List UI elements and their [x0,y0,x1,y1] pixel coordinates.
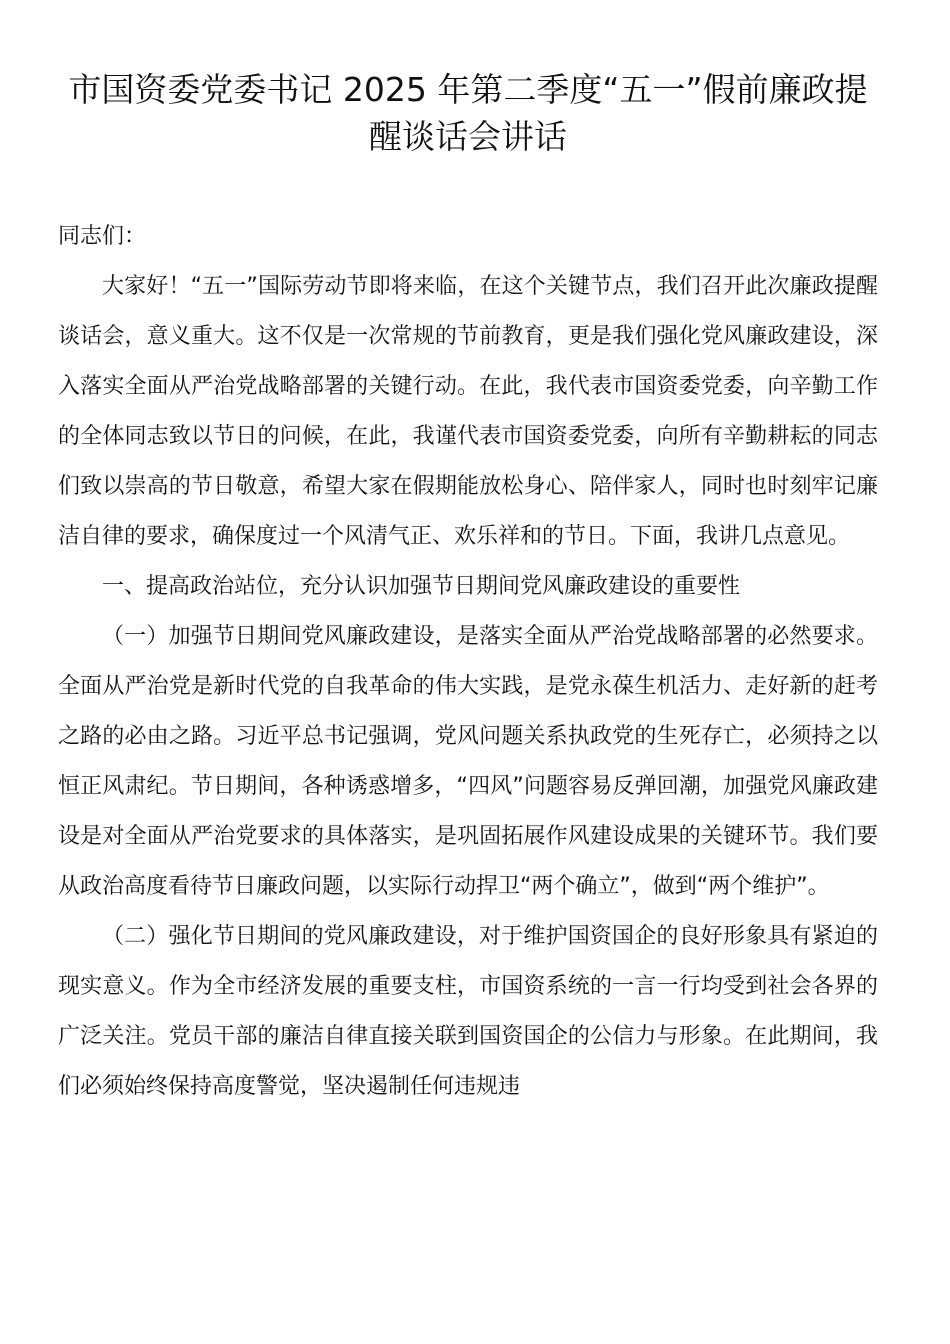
paragraph-subsection-2: （二）强化节日期间的党风廉政建设，对于维护国资国企的良好形象具有紧迫的现实意义。作为全市经济发展的重要支柱，市国资系统的一言一行均受到社会各界的广泛关注。党员干部的廉洁自律直接关联到国资国企的公信力与形象。在此期间，我们必须始终保持高度警觉，坚决遏制任何违规违 [58,924,878,1099]
section-heading-1: 一、提高政治站位，充分认识加强节日期间党风廉政建设的重要性 [102,574,741,599]
paragraph-opening: 大家好！“五一”国际劳动节即将来临，在这个关键节点，我们召开此次廉政提醒谈话会，意义重大。这不仅是一次常规的节前教育，更是我们强化党风廉政建设，深入落实全面从严治党战略部署的关键行动。在此，我代表市国资委党委，向辛勤工作的全体同志致以节日的问候，在此，我谨代表市国资委党委，向所有辛勤耕耘的同志们致以崇高的节日敬意，希望大家在假期能放松身心、陪伴家人，同时也时刻牢记廉洁自律的要求，确保度过一个风清气正、欢乐祥和的节日。下面，我讲几点意见。 [58,274,878,549]
document-body [58,212,878,1112]
salutation: 同志们： [58,224,147,249]
paragraph-subsection-1: （一）加强节日期间党风廉政建设，是落实全面从严治党战略部署的必然要求。全面从严治党是新时代党的自我革命的伟大实践，是党永葆生机活力、走好新的赶考之路的必由之路。习近平总书记强调，党风问题关系执政党的生死存亡，必须持之以恒正风肃纪。节日期间，各种诱惑增多，“四风”问题容易反弹回潮，加强党风廉政建设是对全面从严治党要求的具体落实，是巩固拓展作风建设成果的关键环节。我们要从政治高度看待节日廉政问题，以实际行动捍卫“两个确立”，做到“两个维护”。 [58,624,878,899]
document-title: 市国资委党委书记 2025 年第二季度“五一”假前廉政提醒谈话会讲话 [68,70,868,156]
